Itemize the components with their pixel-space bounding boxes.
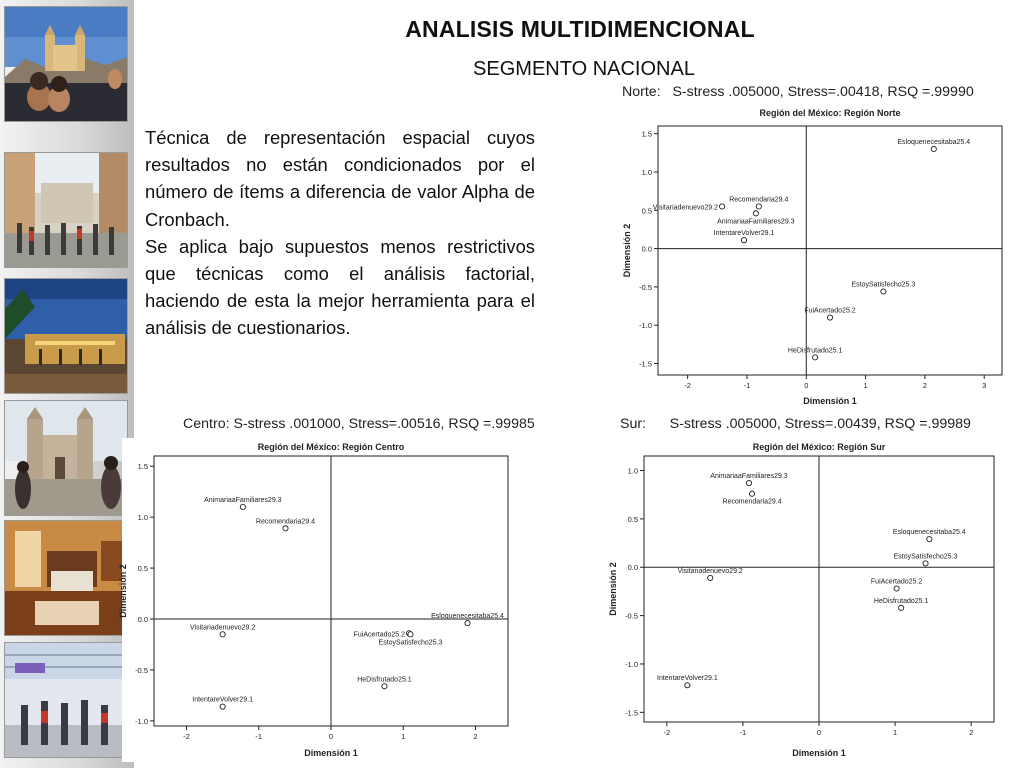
chart-sur-y-tick-label: -1.5 [625,708,638,718]
chart-centro-point [220,632,225,637]
chart-centro-point [240,504,245,509]
chart-norte-title: Región del México: Región Norte [759,108,901,118]
chart-norte-point-label: EstoySatisfecho25.3 [851,281,916,289]
chart-centro-x-tick-label: -2 [183,732,190,741]
chart-sur-point [927,537,932,542]
chart-sur-y-tick-label: -1.0 [625,659,638,669]
chart-sur-point-label: Recomendaria29.4 [722,498,782,506]
chart-sur [606,438,1002,762]
stat-sur: Sur: S-stress .005000, Stress=.00439, RSQ =.99989 [620,416,971,432]
chart-sur-x-tick-label: 2 [969,728,974,737]
chart-sur-point-label: Esloquenecesitaba25.4 [892,529,966,537]
chart-centro-title: Región del México: Región Centro [257,442,405,452]
chart-sur-point [746,480,751,485]
chart-sur-x-tick-label: 1 [893,728,898,737]
chart-norte-x-tick-label: 2 [922,381,927,390]
chart-sur-x-axis-label: Dimensión 1 [792,748,846,758]
chart-centro-point-label: EstoySatisfecho25.3 [378,639,443,647]
chart-norte-point [741,238,746,243]
chart-sur-title: Región del México: Región Sur [752,442,886,452]
chart-norte-x-tick-label: 1 [863,381,868,390]
chart-centro-point [283,526,288,531]
chart-norte-point [753,211,758,216]
chart-sur-point [749,491,754,496]
chart-centro-point-label: Visitariadenuevo29.2 [189,624,256,632]
chart-norte-point-label: HeDisfrutado25.1 [787,347,843,355]
chart-sur-y-axis-label: Dimensión 2 [608,562,618,616]
chart-norte-point [719,204,724,209]
chart-centro-point-label: Recomendaria29.4 [255,518,316,526]
chart-centro-point [408,632,413,637]
chart-norte-x-tick-label: 3 [982,381,987,390]
stat-norte: Norte: S-stress .005000, Stress=.00418, RSQ =.99990 [622,84,974,100]
chart-sur-point [708,575,713,580]
chart-norte-y-tick-label: 0.0 [641,244,652,254]
chart-norte-point-label: Esloquenecesitaba25.4 [897,138,971,146]
chart-sur-point-label: AnimariaaFamiliares29.3 [710,473,788,481]
chart-centro-x-tick-label: 1 [401,732,406,741]
chart-sur-point-label: HeDisfrutado25.1 [873,597,929,605]
chart-centro-point [220,704,225,709]
chart-sur-point [899,605,904,610]
chart-sur-point [894,586,899,591]
slide-subtitle: SEGMENTO NACIONAL [473,58,695,80]
chart-norte-y-tick-label: -0.5 [639,282,652,292]
photo-cathedral-pool [4,6,128,122]
slide-title: ANALISIS MULTIDIMENCIONAL [405,16,755,42]
chart-sur-x-tick-label: 0 [816,728,822,737]
chart-norte-y-axis-label: Dimensión 2 [622,223,632,278]
chart-centro-svg [118,438,514,762]
chart-centro-y-tick-label: 0.0 [137,615,148,625]
chart-norte-y-tick-label: -1.0 [639,321,652,331]
chart-centro-y-tick-label: 1.5 [137,462,148,472]
chart-norte-x-tick-label: -1 [743,381,751,390]
chart-norte-point [881,289,886,294]
chart-sur-y-tick-label: 0.0 [627,563,638,573]
chart-sur-point-label: Visitariadenuevo29.2 [677,567,743,575]
chart-norte-point-label: IntentareVolver29.1 [713,230,775,238]
chart-sur-point-label: EstoySatisfecho25.3 [893,553,958,561]
chart-sur-y-tick-label: -0.5 [625,611,638,621]
photo-strip [0,0,134,768]
chart-sur-y-tick-label: 0.5 [627,514,638,524]
chart-norte-point-label: Recomendaria29.4 [729,196,789,204]
chart-centro-point-label: Esloquenecesitaba25.4 [431,613,504,621]
chart-sur-point [923,561,928,566]
chart-centro-point-label: FuiAcertado25.2 [353,631,406,639]
chart-norte-point-label: Visitariadenuevo29.2 [652,204,719,212]
chart-norte-x-tick-label: -2 [684,381,691,390]
chart-norte-svg [618,104,1008,410]
chart-norte-y-tick-label: 1.0 [641,167,652,177]
chart-norte-y-tick-label: -1.5 [639,359,652,369]
chart-centro-point-label: IntentareVolver29.1 [192,696,253,704]
chart-norte-point [813,355,818,360]
chart-norte-point-label: FuiAcertado25.2 [804,307,856,315]
chart-centro-x-tick-label: 0 [328,732,334,741]
chart-centro-point-label: HeDisfrutado25.1 [357,676,412,684]
chart-sur-svg [606,438,1002,762]
chart-norte-y-tick-label: 0.5 [641,206,652,216]
photo-church-plaza [4,400,128,516]
photo-street [4,152,128,268]
chart-centro-x-tick-label: -1 [255,732,263,741]
body-text [145,124,535,342]
photo-airport [4,642,128,758]
chart-centro-x-tick-label: 2 [473,732,478,741]
chart-norte [618,104,1008,410]
chart-centro-point-label: AnimariaaFamiliares29.3 [204,496,282,504]
chart-sur-point [685,683,690,688]
chart-sur-x-tick-label: -2 [663,728,671,737]
chart-norte-point [931,146,936,151]
chart-norte-x-axis-label: Dimensión 1 [803,396,857,406]
chart-sur-point-label: IntentareVolver29.1 [657,675,718,683]
chart-norte-point [827,315,832,320]
chart-centro-y-tick-label: 0.5 [137,564,148,574]
chart-centro [118,438,514,762]
stat-centro: Centro: S-stress .001000, Stress=.00516, RSQ =.99985 [183,416,535,432]
chart-norte-plot-frame [658,126,1002,375]
chart-centro-point [465,620,470,625]
chart-centro-y-tick-label: -1.0 [135,716,148,726]
chart-sur-point-label: FuiAcertado25.2 [870,578,923,586]
chart-centro-x-axis-label: Dimensión 1 [304,748,358,758]
chart-sur-x-tick-label: -1 [739,728,747,737]
photo-terrace-night [4,278,128,394]
paragraph-application: Se aplica bajo supuestos menos restrictivos que técnicas como el análisis factorial, haciendo de esta la mejor herramienta para el análisis de cuestionarios. [145,235,535,339]
chart-centro-y-tick-label: -0.5 [135,665,148,675]
chart-norte-point [756,204,761,209]
chart-norte-point-label: AnimariaaFamiliares29.3 [717,218,795,226]
chart-centro-y-tick-label: 1.0 [137,513,148,523]
chart-norte-x-tick-label: 0 [804,381,809,390]
chart-sur-y-tick-label: 1.0 [627,466,638,476]
photo-hotel-room [4,520,128,636]
chart-norte-y-tick-label: 1.5 [641,129,652,139]
chart-centro-y-axis-label: Dimensión 2 [118,564,128,618]
paragraph-definition: Técnica de representación espacial cuyos resultados no están condicionados por el número de ítems a diferencia de valor Alpha de Cronbach. [145,127,535,230]
chart-centro-point [382,684,387,689]
